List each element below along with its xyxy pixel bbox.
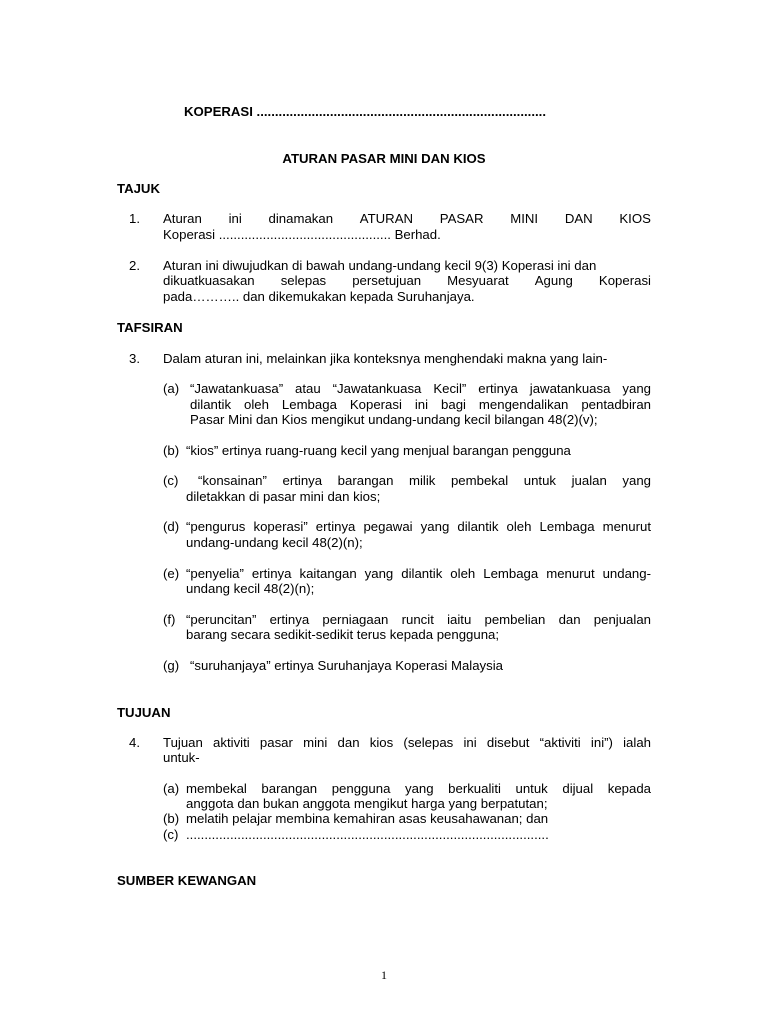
koperasi-name-line: KOPERASI ...............................................................................	[184, 104, 546, 119]
word: PASAR	[439, 211, 484, 226]
word: dikuatkuasakan	[163, 273, 255, 288]
item-label: (d)	[163, 519, 180, 534]
word: persetujuan	[352, 273, 422, 288]
item-label: (c)	[163, 827, 179, 842]
word: Agung	[534, 273, 573, 288]
definition-line: “konsainan” ertinya barangan milik pembekal untuk jualan yang	[198, 473, 651, 488]
word: Aturan	[163, 211, 202, 226]
word: ini	[228, 211, 242, 226]
word: DAN	[564, 211, 593, 226]
word: MINI	[510, 211, 539, 226]
item-label: (e)	[163, 566, 180, 581]
paragraph-1-line-2: Koperasi ............................................... Berhad.	[163, 227, 441, 242]
item-label: (b)	[163, 811, 180, 826]
paragraph-1-line-1	[163, 211, 651, 226]
purpose-line: melatih pelajar membina kemahiran asas keusahawanan; dan	[186, 811, 549, 826]
paragraph-number-1: 1.	[129, 211, 140, 226]
purpose-line: ...................................................................................................	[186, 827, 549, 842]
definition-line: “penyelia” ertinya kaitangan yang dilantik oleh Lembaga menurut undang-	[186, 566, 651, 581]
definition-line: undang kecil 48(2)(n);	[186, 581, 315, 596]
paragraph-2-line-1: Aturan ini diwujudkan di bawah undang-undang kecil 9(3) Koperasi ini dan	[163, 258, 597, 273]
item-label: (g)	[163, 658, 180, 673]
definition-line: diletakkan di pasar mini dan kios;	[186, 489, 381, 504]
definition-line: barang secara sedikit-sedikit terus kepada pengguna;	[186, 627, 500, 642]
paragraph-2-line-2	[163, 273, 651, 288]
purpose-line: membekal barangan pengguna yang berkualiti untuk dijual kepada	[186, 781, 651, 796]
section-heading-tafsiran: TAFSIRAN	[117, 320, 183, 335]
section-heading-tujuan: TUJUAN	[117, 705, 171, 720]
paragraph-number-2: 2.	[129, 258, 140, 273]
section-heading-sumber-kewangan: SUMBER KEWANGAN	[117, 873, 257, 888]
definition-line: “suruhanjaya” ertinya Suruhanjaya Koperasi Malaysia	[190, 658, 504, 673]
document-title: ATURAN PASAR MINI DAN KIOS	[282, 151, 486, 166]
page-number: 1	[381, 968, 387, 982]
definition-line: “kios” ertinya ruang-ruang kecil yang menjual barangan pengguna	[186, 443, 571, 458]
paragraph-number-4: 4.	[129, 735, 140, 750]
item-label: (a)	[163, 381, 180, 396]
word: Koperasi	[598, 273, 651, 288]
word: ATURAN	[359, 211, 414, 226]
definition-line: Pasar Mini dan Kios mengikut undang-undang kecil bilangan 48(2)(v);	[190, 412, 598, 427]
definition-line: “pengurus koperasi” ertinya pegawai yang dilantik oleh Lembaga menurut	[186, 519, 651, 534]
paragraph-4-line-1: Tujuan aktiviti pasar mini dan kios (selepas ini disebut “aktiviti ini”) ialah	[163, 735, 651, 750]
word: Mesyuarat	[447, 273, 509, 288]
word: dinamakan	[268, 211, 334, 226]
item-label: (f)	[163, 612, 176, 627]
paragraph-number-3: 3.	[129, 351, 140, 366]
definition-line: undang-undang kecil 48(2)(n);	[186, 535, 363, 550]
definition-line: “Jawatankuasa” atau “Jawatankuasa Kecil” ertinya jawatankuasa yang	[190, 381, 651, 396]
word: KIOS	[619, 211, 651, 226]
item-label: (a)	[163, 781, 180, 796]
section-heading-tajuk: TAJUK	[117, 181, 160, 196]
purpose-line: anggota dan bukan anggota mengikut harga yang berpatutan;	[186, 796, 548, 811]
definition-line: “peruncitan” ertinya perniagaan runcit iaitu pembelian dan penjualan	[186, 612, 651, 627]
paragraph-2-line-3: pada……….. dan dikemukakan kepada Suruhanjaya.	[163, 289, 475, 304]
definition-line: dilantik oleh Lembaga Koperasi ini bagi mengendalikan pentadbiran	[190, 397, 651, 412]
paragraph-3-text: Dalam aturan ini, melainkan jika konteksnya menghendaki makna yang lain-	[163, 351, 608, 366]
item-label: (b)	[163, 443, 180, 458]
word: selepas	[280, 273, 327, 288]
paragraph-4-line-2: untuk-	[163, 750, 200, 765]
item-label: (c)	[163, 473, 179, 488]
